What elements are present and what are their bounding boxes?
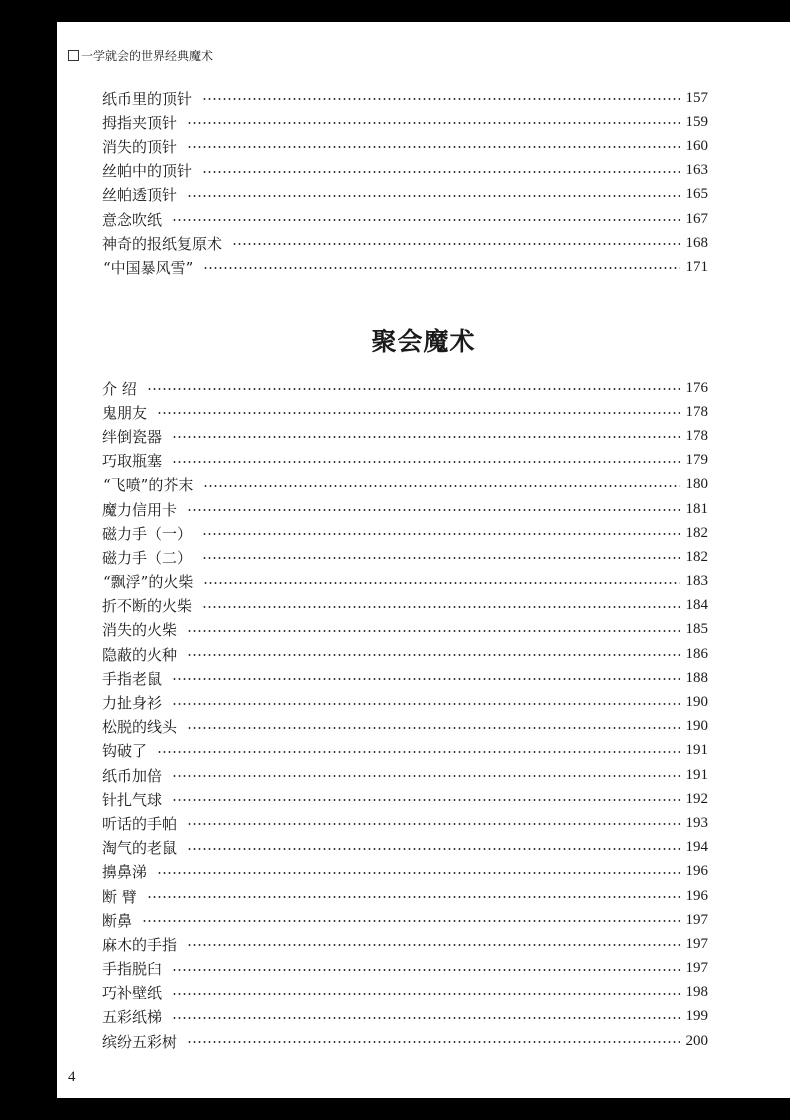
toc-entry-title: 擤鼻涕 — [102, 863, 148, 882]
toc-entry-page: 186 — [685, 645, 708, 662]
toc-entry-page: 182 — [685, 548, 708, 565]
toc-entry[interactable] — [102, 690, 708, 714]
toc-entry-page: 196 — [685, 887, 708, 904]
toc-entry-title: 丝帕透顶针 — [102, 186, 178, 205]
toc-dot-leader — [187, 1041, 680, 1043]
toc-dot-leader — [202, 98, 680, 100]
toc-entry[interactable] — [102, 981, 708, 1005]
toc-entry[interactable] — [102, 666, 708, 690]
toc-entry-page: 167 — [685, 210, 708, 227]
toc-dot-leader — [203, 485, 680, 487]
toc-dot-leader — [147, 896, 680, 898]
toc-entry[interactable] — [102, 134, 708, 158]
toc-entry[interactable] — [102, 1029, 708, 1053]
header-box-icon — [68, 50, 79, 61]
toc-dot-leader — [202, 606, 680, 608]
toc-dot-leader — [147, 388, 680, 390]
toc-entry[interactable] — [102, 739, 708, 763]
toc-entry-page: 181 — [685, 500, 708, 517]
toc-entry[interactable] — [102, 570, 708, 594]
toc-entry-page: 190 — [685, 718, 708, 735]
toc-entry-title: 魔力信用卡 — [102, 500, 178, 519]
toc-entry-page: 185 — [685, 621, 708, 638]
toc-entry[interactable] — [102, 1005, 708, 1029]
toc-entry[interactable] — [102, 449, 708, 473]
toc-entry-page: 165 — [685, 186, 708, 203]
toc-entry[interactable] — [102, 811, 708, 835]
running-header-title: 一学就会的世界经典魔术 — [81, 49, 214, 63]
running-header — [68, 47, 213, 64]
toc-entry[interactable] — [102, 642, 708, 666]
toc-dot-leader — [187, 727, 680, 729]
toc-entry-title: 磁力手（一） — [102, 524, 193, 543]
toc-entry[interactable] — [102, 207, 708, 231]
toc-entry-page: 199 — [685, 1008, 708, 1025]
toc-dot-leader — [187, 509, 680, 511]
toc-entry-page: 160 — [685, 137, 708, 154]
toc-entry-page: 197 — [685, 911, 708, 928]
toc-entry-page: 192 — [685, 790, 708, 807]
toc-entry-title: 手指脱臼 — [102, 960, 163, 979]
toc-entry-title: “飘浮”的火柴 — [103, 573, 194, 592]
toc-entry-title: 纸币里的顶针 — [102, 89, 193, 108]
toc-entry[interactable] — [102, 957, 708, 981]
toc-entry[interactable] — [102, 860, 708, 884]
toc-dot-leader — [187, 848, 680, 850]
toc-entry-title: 意念吹纸 — [102, 210, 163, 229]
toc-entry-title: 五彩纸梯 — [102, 1008, 163, 1027]
toc-entry-title: 纸币加倍 — [102, 766, 163, 785]
toc-entry-page: 194 — [685, 839, 708, 856]
toc-list-party-magic — [102, 376, 708, 1053]
toc-entry[interactable] — [102, 473, 708, 497]
toc-entry-title: 巧取瓶塞 — [102, 452, 163, 471]
toc-entry-page: 193 — [685, 814, 708, 831]
toc-dot-leader — [187, 630, 680, 632]
toc-dot-leader — [203, 267, 680, 269]
toc-list-top — [102, 86, 708, 280]
toc-entry-title: 力扯身衫 — [102, 694, 163, 713]
toc-dot-leader — [187, 944, 680, 946]
toc-entry-title: 断 臂 — [102, 887, 137, 906]
section-heading: 聚会魔术 — [371, 327, 476, 356]
toc-entry-title: 消失的顶针 — [102, 137, 178, 156]
toc-entry-title: 神奇的报纸复原术 — [102, 234, 223, 253]
toc-entry-page: 190 — [685, 694, 708, 711]
toc-entry[interactable] — [102, 255, 708, 279]
toc-entry[interactable] — [102, 836, 708, 860]
toc-entry-page: 182 — [685, 524, 708, 541]
toc-entry-page: 159 — [685, 113, 708, 130]
toc-entry-page: 179 — [685, 452, 708, 469]
toc-entry-page: 171 — [685, 258, 708, 275]
toc-entry[interactable] — [102, 376, 708, 400]
toc-entry-page: 191 — [685, 742, 708, 759]
toc-entry-title: 丝帕中的顶针 — [102, 162, 193, 181]
toc-dot-leader — [172, 775, 680, 777]
toc-entry-page: 163 — [685, 162, 708, 179]
toc-entry-title: 松脱的线头 — [102, 718, 178, 737]
book-page — [57, 22, 790, 1098]
toc-entry-title: 断鼻 — [102, 911, 133, 930]
toc-entry[interactable] — [102, 763, 708, 787]
page-number: 4 — [68, 1069, 76, 1085]
toc-entry-title: 钩破了 — [102, 742, 148, 761]
toc-dot-leader — [172, 799, 680, 801]
toc-entry[interactable] — [102, 787, 708, 811]
toc-dot-leader — [157, 412, 680, 414]
toc-entry-title: 手指老鼠 — [102, 669, 163, 688]
toc-dot-leader — [157, 872, 680, 874]
toc-dot-leader — [157, 751, 680, 753]
toc-dot-leader — [232, 243, 680, 245]
toc-entry[interactable] — [102, 521, 708, 545]
toc-entry[interactable] — [102, 231, 708, 255]
toc-entry-page: 178 — [685, 427, 708, 444]
toc-entry-title: 缤纷五彩树 — [102, 1032, 178, 1051]
toc-dot-leader — [142, 920, 680, 922]
toc-entry-title: 拇指夹顶针 — [102, 113, 178, 132]
toc-entry-page: 200 — [685, 1032, 708, 1049]
toc-entry-page: 157 — [685, 89, 708, 106]
toc-entry-title: 针扎气球 — [102, 790, 163, 809]
toc-entry-page: 184 — [685, 597, 708, 614]
toc-dot-leader — [172, 993, 680, 995]
toc-dot-leader — [187, 823, 680, 825]
toc-entry-title: 隐蔽的火种 — [102, 645, 178, 664]
toc-entry-page: 168 — [685, 234, 708, 251]
toc-entry[interactable] — [102, 618, 708, 642]
toc-dot-leader — [187, 146, 680, 148]
toc-entry-title: 消失的火柴 — [102, 621, 178, 640]
toc-entry-page: 196 — [685, 863, 708, 880]
toc-entry-title: “中国暴风雪” — [103, 258, 194, 277]
toc-dot-leader — [202, 171, 680, 173]
toc-entry-page: 176 — [685, 379, 708, 396]
toc-entry[interactable] — [102, 497, 708, 521]
toc-dot-leader — [187, 122, 680, 124]
toc-entry-page: 198 — [685, 984, 708, 1001]
toc-entry-title: 绊倒瓷器 — [102, 427, 163, 446]
toc-entry[interactable] — [102, 400, 708, 424]
toc-dot-leader — [202, 533, 680, 535]
toc-entry[interactable] — [102, 159, 708, 183]
toc-entry-title: “飞喷”的芥末 — [103, 476, 194, 495]
toc-entry[interactable] — [102, 594, 708, 618]
toc-entry-page: 183 — [685, 573, 708, 590]
toc-dot-leader — [172, 969, 680, 971]
toc-entry-title: 磁力手（二） — [102, 548, 193, 567]
toc-dot-leader — [187, 654, 680, 656]
toc-entry[interactable] — [102, 183, 708, 207]
toc-entry-page: 180 — [685, 476, 708, 493]
toc-entry[interactable] — [102, 110, 708, 134]
toc-entry-title: 麻木的手指 — [102, 935, 178, 954]
toc-entry[interactable] — [102, 715, 708, 739]
toc-entry-page: 178 — [685, 403, 708, 420]
toc-dot-leader — [203, 582, 680, 584]
toc-dot-leader — [172, 461, 680, 463]
toc-entry[interactable] — [102, 884, 708, 908]
toc-entry-page: 197 — [685, 935, 708, 952]
toc-entry[interactable] — [102, 86, 708, 110]
toc-dot-leader — [187, 195, 680, 197]
toc-entry-title: 介 绍 — [102, 379, 137, 398]
toc-dot-leader — [172, 219, 680, 221]
toc-dot-leader — [172, 678, 680, 680]
toc-entry-title: 鬼朋友 — [102, 403, 148, 422]
toc-dot-leader — [172, 1017, 680, 1019]
toc-entry-title: 淘气的老鼠 — [102, 839, 178, 858]
toc-dot-leader — [172, 436, 680, 438]
toc-entry-page: 197 — [685, 960, 708, 977]
toc-entry[interactable] — [102, 908, 708, 932]
toc-entry-title: 巧补壁纸 — [102, 984, 163, 1003]
toc-entry-title: 听话的手帕 — [102, 814, 178, 833]
toc-entry-page: 191 — [685, 766, 708, 783]
toc-entry[interactable] — [102, 545, 708, 569]
toc-dot-leader — [172, 703, 680, 705]
toc-entry-page: 188 — [685, 669, 708, 686]
toc-entry-title: 折不断的火柴 — [102, 597, 193, 616]
toc-entry[interactable] — [102, 932, 708, 956]
toc-entry[interactable] — [102, 424, 708, 448]
toc-dot-leader — [202, 557, 680, 559]
